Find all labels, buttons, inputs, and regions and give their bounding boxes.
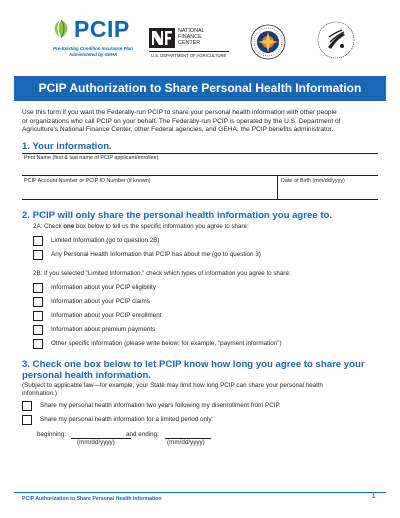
- checkbox[interactable]: [22, 415, 32, 425]
- option-premium-payments[interactable]: [33, 325, 373, 335]
- page-title: PCIP Authorization to Share Personal Health Information: [38, 81, 362, 95]
- option-label: Information about your PCIP claims: [51, 298, 150, 305]
- checkbox[interactable]: [33, 311, 43, 321]
- dob-label: Date of Birth (mm/dd/yyyy): [281, 178, 345, 184]
- option-any-information[interactable]: [33, 250, 373, 260]
- option-two-years[interactable]: [22, 401, 372, 411]
- nfc-divider: [149, 51, 229, 52]
- option-eligibility[interactable]: [33, 283, 373, 293]
- option-limited-period[interactable]: [22, 415, 372, 425]
- checkbox[interactable]: [33, 297, 43, 307]
- page-header: [0, 0, 400, 70]
- pcip-wordmark: PCIP: [74, 16, 130, 42]
- checkbox[interactable]: [33, 325, 43, 335]
- option-label: Information about premium payments: [51, 326, 156, 333]
- section-3-heading: 3. Check one box below to let PCIP know how long you agree to share your personal health information.: [22, 359, 365, 381]
- section-3-note: (Subject to applicable law—for example, your State may limit how long PCIP can share your personal health information.): [22, 382, 323, 398]
- option-other-information[interactable]: [33, 339, 373, 349]
- checkbox[interactable]: [33, 236, 43, 246]
- option-label: Other specific information (please write below; for example, "payment information"): [51, 340, 282, 347]
- nfc-department: U.S. DEPARTMENT OF AGRICULTURE: [151, 53, 227, 58]
- section-2-heading: 2. PCIP will only share the personal health information you agree to.: [22, 210, 333, 221]
- title-bar: [14, 76, 386, 101]
- option-label: Share my personal health information two years following my disenrollment from PCIP.: [40, 402, 281, 409]
- intro-paragraph: Use this form if you want the Federally-run PCIP to share your personal health information with other people or organizations who call PCIP on your behalf. The Federally-run PCIP is operated by the U.S. Department of Agriculture's National Finance Center, other Federal agencies, and GEHA, the PCIP benefits administrator.: [22, 109, 341, 134]
- checkbox[interactable]: [33, 283, 43, 293]
- option-enrollment[interactable]: [33, 311, 373, 321]
- nfc-logo-icon: [149, 28, 175, 48]
- option-label: Any Personal Health Information that PCIP has about me (go to question 3): [51, 251, 261, 258]
- pcip-logo: [50, 16, 136, 66]
- footer-divider: [14, 492, 386, 493]
- option-claims[interactable]: [33, 297, 373, 307]
- option-label: Share my personal health information for a limited period only:: [40, 416, 214, 423]
- checkbox[interactable]: [33, 339, 43, 349]
- footer-title: PCIP Authorization to Share Personal Health Information: [22, 496, 162, 502]
- nfc-name: NATIONAL FINANCE CENTER: [178, 28, 205, 46]
- option-label: Information about your PCIP enrollment: [51, 312, 162, 319]
- beginning-date-format: (mm/dd/yyyy): [77, 439, 115, 446]
- ending-label: and ending:: [126, 431, 159, 438]
- print-name-field[interactable]: [22, 175, 378, 176]
- account-number-field[interactable]: [22, 199, 378, 200]
- hhs-seal-icon: [316, 20, 356, 60]
- option-label: Information about your PCIP eligibility: [51, 284, 156, 291]
- section-1-divider: [277, 175, 278, 199]
- print-name-label: Print Name (first & last name of PCIP applicant/enrollee): [24, 155, 159, 161]
- date-range: [37, 431, 337, 451]
- checkbox[interactable]: [22, 401, 32, 411]
- option-limited-information[interactable]: [33, 236, 373, 246]
- nfc-logo: [149, 26, 229, 62]
- beginning-label: beginning:: [37, 431, 67, 438]
- section-1-heading: 1. Your information.: [22, 141, 112, 152]
- option-label: Limited Information (go to question 2B): [51, 237, 160, 244]
- pcip-leaf-icon: [50, 18, 72, 40]
- ending-date-format: (mm/dd/yyyy): [167, 439, 205, 446]
- section-1-top-rule: [22, 153, 378, 154]
- pcip-tagline: Pre-Existing Condition Insurance Plan Administered by GEHA: [53, 46, 133, 57]
- page-number: 1: [372, 494, 376, 500]
- checkbox[interactable]: [33, 250, 43, 260]
- question-2b: 2B: If you selected "Limited Information," check which types of information you agree to share:: [33, 270, 291, 277]
- question-2a: 2A: Check one box below to tell us the specific information you agree to share:: [33, 223, 249, 230]
- account-number-label: PCIP Account Number or PCIP ID Number (if known): [24, 178, 151, 184]
- agency-seal-icon: [250, 24, 286, 60]
